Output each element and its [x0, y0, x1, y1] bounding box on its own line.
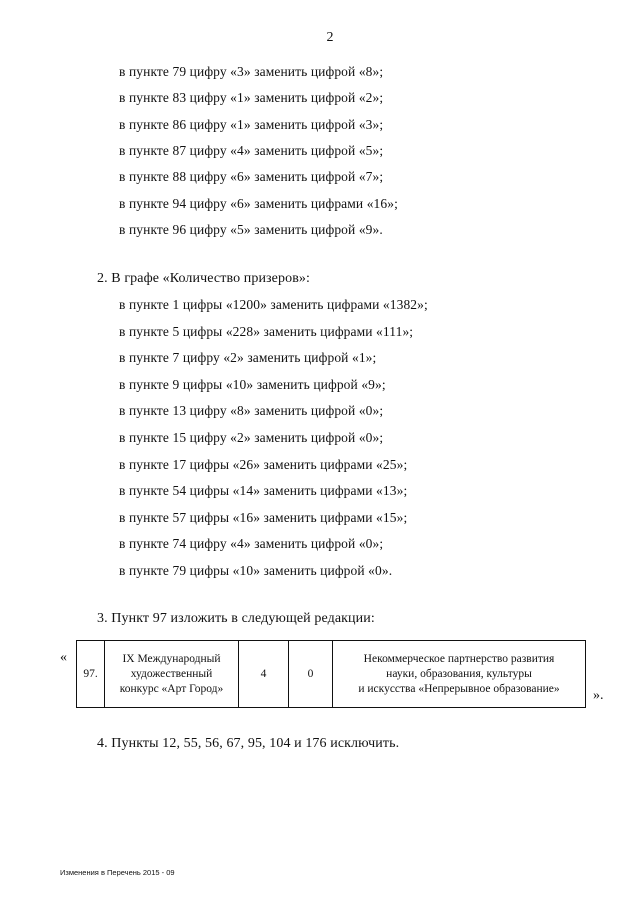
organizer-line: науки, образования, культуры — [386, 667, 532, 680]
section2-heading: 2. В графе «Количество призеров»: — [97, 271, 310, 286]
row-number: 97. — [77, 641, 105, 708]
section3-heading: 3. Пункт 97 изложить в следующей редакции: — [97, 611, 375, 626]
amendment-line: в пункте 79 цифры «10» заменить цифрой «0». — [119, 563, 393, 578]
amendment-line: в пункте 17 цифры «26» заменить цифрами «25»; — [119, 456, 408, 472]
contest-name-line: конкурс «Арт Город» — [119, 682, 224, 695]
organizer-cell — [333, 641, 586, 708]
footer-label: Изменения в Перечень 2015 - 09 — [60, 868, 175, 877]
page-number: 2 — [326, 30, 334, 45]
amendment-line: в пункте 57 цифры «16» заменить цифрами «15»; — [119, 509, 408, 525]
amendment-line: в пункте 88 цифру «6» заменить цифрой «7»; — [119, 169, 384, 185]
prize-count-cell: 0 — [289, 641, 333, 708]
amendment-line: в пункте 9 цифры «10» заменить цифрой «9»; — [119, 376, 386, 392]
count-cell: 4 — [239, 641, 289, 708]
open-quote: « — [60, 650, 67, 665]
amendment-line: в пункте 79 цифру «3» заменить цифрой «8»; — [119, 64, 384, 79]
amendment-line: в пункте 96 цифру «5» заменить цифрой «9». — [119, 221, 383, 237]
section4-heading: 4. Пункты 12, 55, 56, 67, 95, 104 и 176 исключить. — [97, 736, 400, 751]
amendment-line: в пункте 86 цифру «1» заменить цифрой «3»; — [119, 116, 384, 132]
organizer-line: Некоммерческое партнерство развития — [363, 652, 555, 665]
contest-name-cell — [105, 641, 239, 708]
amendment-line: в пункте 54 цифры «14» заменить цифрами «13»; — [119, 483, 408, 499]
amendment-line: в пункте 1 цифры «1200» заменить цифрами «1382»; — [119, 297, 428, 312]
amendment-line: в пункте 83 цифру «1» заменить цифрой «2»; — [119, 90, 384, 106]
organizer-line: и искусства «Непрерывное образование» — [358, 682, 560, 695]
contest-name-line: художественный — [130, 667, 213, 680]
amendment-line: в пункте 5 цифры «228» заменить цифрами «111»; — [119, 323, 414, 339]
table-row — [77, 641, 586, 708]
amendment-line: в пункте 7 цифру «2» заменить цифрой «1»; — [119, 350, 377, 366]
amendment-line: в пункте 13 цифру «8» заменить цифрой «0»; — [119, 403, 384, 419]
amendment-table — [76, 640, 586, 708]
contest-name-line: IX Международный — [122, 652, 221, 665]
amendment-line: в пункте 94 цифру «6» заменить цифрами «16»; — [119, 195, 398, 211]
amendment-line: в пункте 87 цифру «4» заменить цифрой «5»; — [119, 142, 384, 158]
amendment-line: в пункте 74 цифру «4» заменить цифрой «0»; — [119, 536, 384, 552]
amendment-line: в пункте 15 цифру «2» заменить цифрой «0»; — [119, 430, 384, 445]
close-quote: ». — [593, 688, 604, 703]
